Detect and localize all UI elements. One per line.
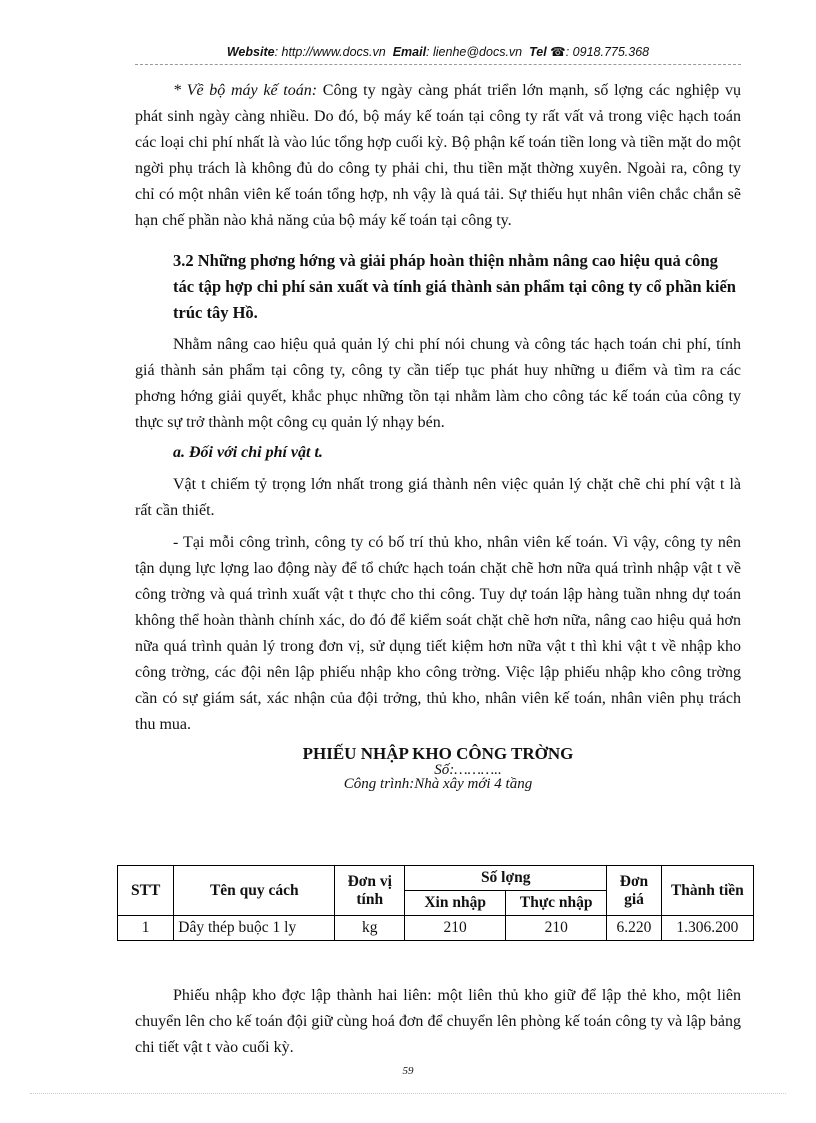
page-number: 59 xyxy=(402,1065,414,1077)
tel-number: : 0918.775.368 xyxy=(565,45,650,59)
table-row xyxy=(118,916,754,941)
form-title: PHIẾU NHẬP KHO CÔNG TRỜNG xyxy=(302,744,574,763)
paragraph-intro: Nhằm nâng cao hiệu quả quản lý chi phí nói chung và công tác hạch toán chi phí, tính giá thành sản phẩm tại công ty, công ty cần tiếp tục phát huy những u điểm và tìm ra các phơng hớng giải quyết, khắc phục những tồn tại nhằm làm cho công tác kế toán của công ty thực sự trở thành một công cụ quản lý nhạy bén. xyxy=(135,336,741,431)
table-header-row xyxy=(118,866,754,891)
cell-unit: kg xyxy=(335,916,405,941)
header-stt: STT xyxy=(118,866,174,916)
paragraph-warehouse: - Tại mỗi công trình, công ty có bố trí thủ kho, nhân viên kế toán. Vì vậy, công ty nên tận dụng lực lợng lao động này để tổ chức hạch toán chặt chẽ hơn nữa quá trình nhập vật t về công trờng và quá trình xuất vật t thực cho thi công. Tuy dự toán lập hàng tuần nhng dự toán không thể hoàn thành chính xác, do đó để kiểm soát chặt chẽ hơn nữa, nâng cao hiệu quả hơn nữa quá trình quản lý trong đơn vị, sử dụng tiết kiệm hơn nữa vật t thì khi vật t về nhập kho công trờng, các đội nên lập phiếu nhập kho công trờng. Việc lập phiếu nhập kho công trờng cần có sự giám sát, xác nhận của đội trởng, thủ kho, nhân viên kế toán, nhân viên phụ trách thu mua. xyxy=(135,534,741,733)
section-heading: 3.2 Những phơng hớng và giải pháp hoàn thiện nhằm nâng cao hiệu quả công tác tập hợp chi phí sản xuất và tính giá thành sản phẩm tại công ty cổ phần kiến trúc tây Hồ. xyxy=(173,251,736,322)
tel-label: Tel ☎ xyxy=(529,45,566,59)
email-address: : lienhe@docs.vn xyxy=(426,45,523,59)
header-unit: Đơn vị tính xyxy=(335,866,405,916)
form-site: Công trình:Nhà xây mới 4 tầng xyxy=(343,776,533,792)
email-label: Email xyxy=(392,45,427,59)
cell-stt: 1 xyxy=(118,916,174,941)
header-qty-actual: Thực nhập xyxy=(506,891,607,916)
footer-divider xyxy=(30,1093,786,1094)
receipt-table xyxy=(117,865,754,941)
paragraph-accounting-apparatus xyxy=(135,78,741,234)
paragraph-text: Công ty ngày càng phát triển lớn mạnh, số lợng các nghiệp vụ phát sinh ngày càng nhiều. Do đó, bộ máy kế toán tại công ty rất vất vả trong việc hạch toán các loại chi phí nhất là vào lúc tổng hợp cuối kỳ. Bộ phận kế toán tiền long và tiền mặt do một ngời phụ trách là không đủ do công ty phải chi, thu tiền mặt thờng xuyên. Ngoài ra, công ty chỉ có một nhân viên kế toán tổng hợp, nh vậy là quá tải. Sự thiếu hụt nhân viên chắc chắn sẽ hạn chế phần nào khả năng của bộ máy kế toán tại công ty. xyxy=(135,82,741,229)
paragraph-material: Vật t chiếm tỷ trọng lớn nhất trong giá thành nên việc quản lý chặt chẽ chi phí vật t là rất cần thiết. xyxy=(135,476,741,519)
website-label: Website xyxy=(226,45,275,59)
paragraph-receipt-copies: Phiếu nhập kho đợc lập thành hai liên: một liên thủ kho giữ để lập thẻ kho, một liên chuyển lên cho kế toán đội giữ cùng hoá đơn để chuyển lên phòng kế toán công ty và lập bảng chi tiết vật t vào cuối kỳ. xyxy=(135,987,741,1056)
header-total: Thành tiền xyxy=(661,866,753,916)
header-qty: Số lợng xyxy=(405,866,607,891)
website-url: : http://www.docs.vn xyxy=(274,45,386,59)
cell-total: 1.306.200 xyxy=(661,916,753,941)
main-content xyxy=(135,78,741,792)
page-header xyxy=(135,44,741,65)
form-number: Số:……….. xyxy=(434,762,502,778)
after-table-content xyxy=(135,983,741,1061)
cell-qty-requested: 210 xyxy=(405,916,506,941)
header-qty-requested: Xin nhập xyxy=(405,891,506,916)
paragraph-lead: * Về bộ máy kế toán: xyxy=(173,82,318,99)
cell-name: Dây thép buộc 1 ly xyxy=(174,916,335,941)
header-name: Tên quy cách xyxy=(174,866,335,916)
cell-price: 6.220 xyxy=(607,916,662,941)
cell-qty-actual: 210 xyxy=(506,916,607,941)
header-price: Đơn giá xyxy=(607,866,662,916)
subheading-material-cost: a. Đối với chi phí vật t. xyxy=(173,444,323,461)
